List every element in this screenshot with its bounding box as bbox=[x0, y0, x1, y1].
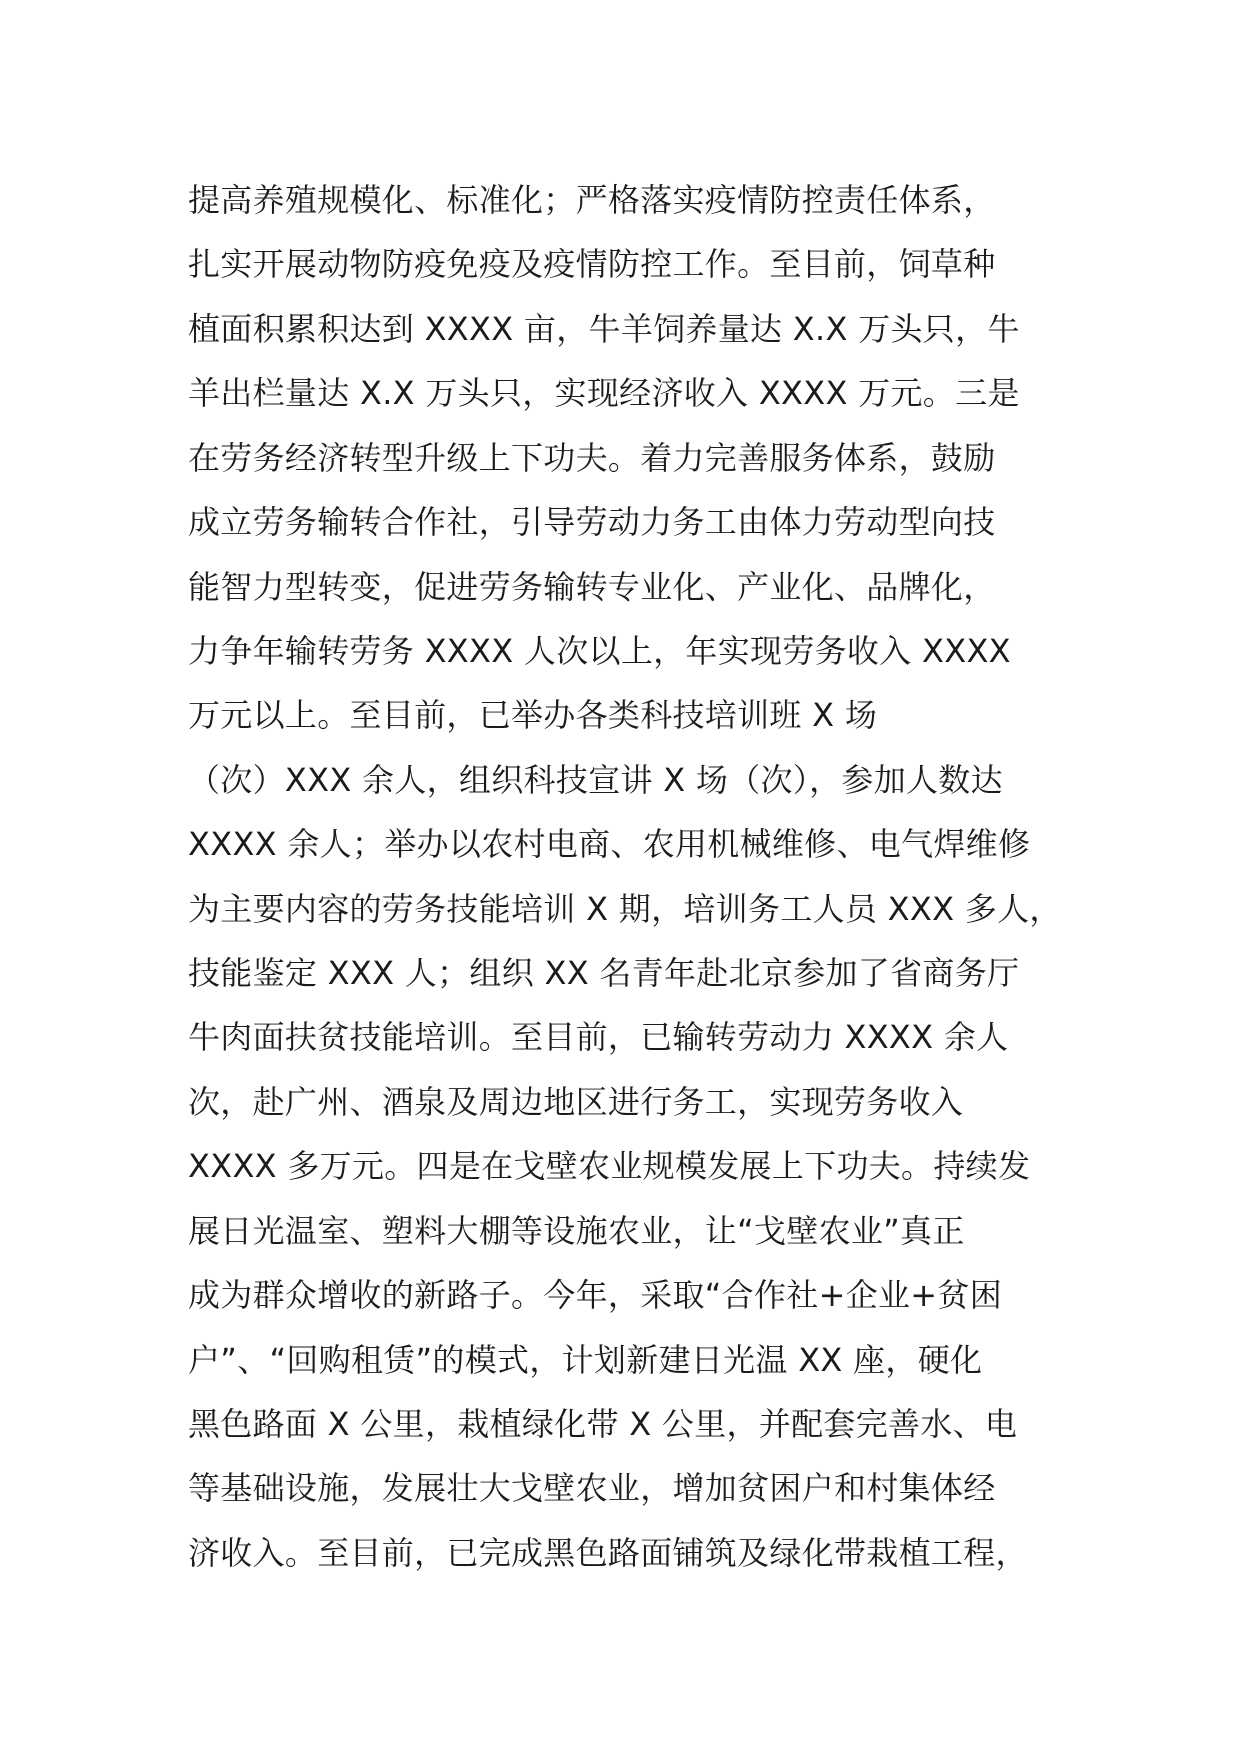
text-line: 力争年输转劳务 XXXX 人次以上，年实现劳务收入 XXXX bbox=[188, 631, 1011, 670]
text-line: 在劳务经济转型升级上下功夫。着力完善服务体系，鼓励 bbox=[188, 438, 996, 477]
text-line: 次，赴广州、酒泉及周边地区进行务工，实现劳务收入 bbox=[188, 1082, 964, 1121]
text-line: 展日光温室、塑料大棚等设施农业，让“戈壁农业”真正 bbox=[188, 1211, 965, 1250]
text-line: 等基础设施，发展壮大戈壁农业，增加贫困户和村集体经 bbox=[188, 1469, 996, 1508]
text-line: 扎实开展动物防疫免疫及疫情防控工作。至目前，饲草种 bbox=[188, 245, 996, 284]
text-line: 济收入。至目前，已完成黑色路面铺筑及绿化带栽植工程， bbox=[188, 1533, 1028, 1572]
body-text bbox=[188, 168, 1218, 1585]
text-line: （次）XXX 余人，组织科技宣讲 X 场（次），参加人数达 bbox=[188, 760, 1003, 799]
text-line: 植面积累积达到 XXXX 亩，牛羊饲养量达 X.X 万头只，牛 bbox=[188, 309, 1020, 348]
text-line: XXXX 多万元。四是在戈壁农业规模发展上下功夫。持续发 bbox=[188, 1147, 1031, 1186]
text-line: 提高养殖规模化、标准化；严格落实疫情防控责任体系， bbox=[188, 181, 996, 219]
text-line: 成为群众增收的新路子。今年，采取“合作社+企业+贫困 bbox=[188, 1276, 1003, 1315]
text-line: XXXX 余人；举办以农村电商、农用机械维修、电气焊维修 bbox=[188, 825, 1031, 864]
text-line: 技能鉴定 XXX 人；组织 XX 名青年赴北京参加了省商务厅 bbox=[188, 954, 1020, 993]
text-line: 户”、“回购租赁”的模式，计划新建日光温 XX 座，硬化 bbox=[188, 1340, 983, 1379]
text-line: 羊出栏量达 X.X 万头只，实现经济收入 XXXX 万元。三是 bbox=[188, 374, 1020, 413]
text-line: 牛肉面扶贫技能培训。至目前，已输转劳动力 XXXX 余人 bbox=[188, 1018, 1009, 1057]
text-line: 为主要内容的劳务技能培训 X 期，培训务工人员 XXX 多人， bbox=[188, 889, 1062, 928]
text-line: 黑色路面 X 公里，栽植绿化带 X 公里，并配套完善水、电 bbox=[188, 1405, 1018, 1444]
text-line: 能智力型转变，促进劳务输转专业化、产业化、品牌化， bbox=[188, 567, 996, 606]
text-line: 万元以上。至目前，已举办各类科技培训班 X 场 bbox=[188, 696, 878, 735]
text-line: 成立劳务输转合作社，引导劳动力务工由体力劳动型向技 bbox=[188, 503, 996, 542]
